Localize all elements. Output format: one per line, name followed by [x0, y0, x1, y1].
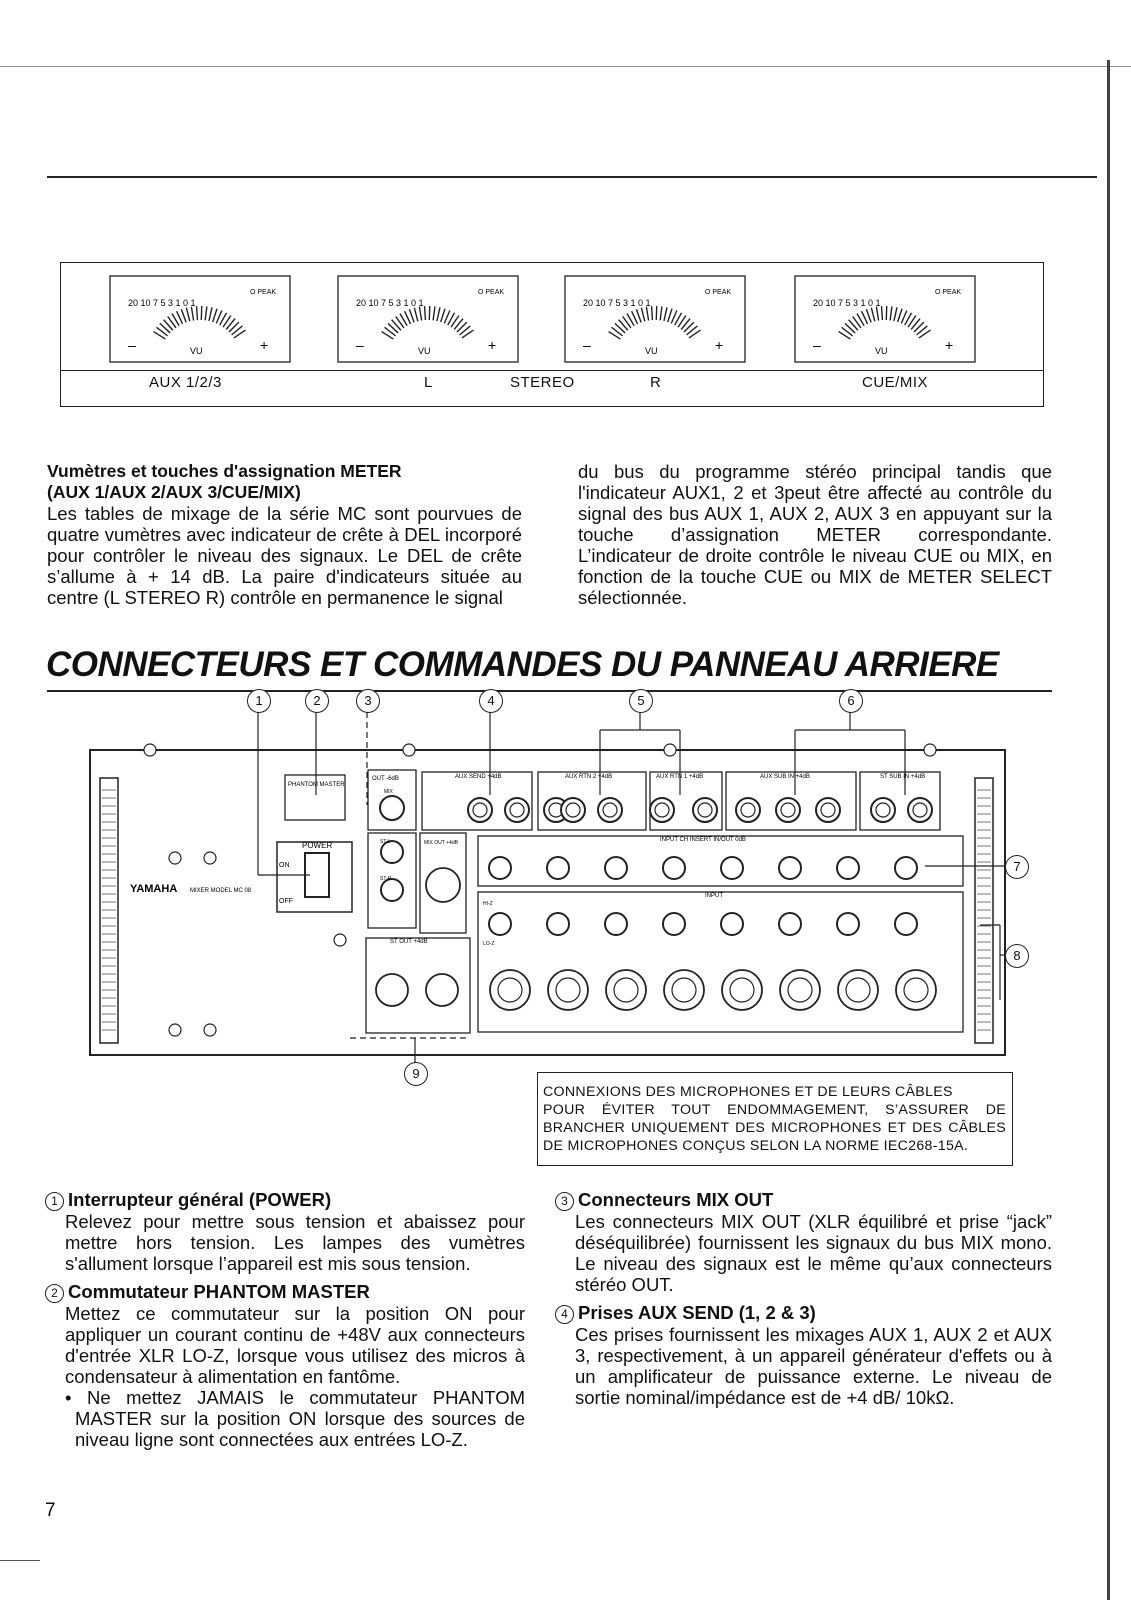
diagram-off: OFF	[279, 898, 293, 905]
insert-jack-6	[605, 857, 627, 879]
meter-tick	[652, 306, 653, 320]
item3-title: Connecteurs MIX OUT	[578, 1189, 774, 1210]
callout-6: 6	[839, 689, 863, 713]
meter-scale-right: O PEAK	[935, 289, 962, 296]
meter-tick	[409, 309, 414, 322]
warning-box	[537, 1072, 1013, 1166]
diagram-auxsubin: AUX SUB IN +4dB	[760, 774, 810, 780]
meter-tick	[660, 306, 662, 320]
mix-out-xlr	[426, 868, 460, 902]
meter-tick	[419, 307, 421, 321]
screw-6	[169, 1024, 181, 1036]
hiz-jack-5	[663, 913, 685, 935]
meter-heading-1: Vumètres et touches d'assignation METER	[47, 461, 402, 481]
hiz-jack-1	[895, 913, 917, 935]
item2-bullet: • Ne mettez JAMAIS le commutateur PHANTOM MASTER sur la position ON lorsque des sources de niveau ligne sont connectées aux entrées LO-Z.	[65, 1387, 525, 1450]
meter-tick	[414, 308, 417, 322]
meter-scale-2	[583, 289, 731, 356]
diagram-phantom: PHANTOM MASTER	[288, 782, 345, 788]
insert-jack-1	[895, 857, 917, 879]
right-edge-bar	[1107, 60, 1110, 1600]
diagram-mixout: MIX OUT +4dB	[424, 840, 458, 846]
diagram-out6db: OUT -6dB	[372, 776, 399, 782]
screw-4	[169, 852, 181, 864]
meter-label-stereo: STEREO	[510, 374, 575, 391]
item4-num: 4	[555, 1305, 574, 1324]
meter-tick	[437, 307, 440, 321]
insert-jack-7	[547, 857, 569, 879]
meter-tick	[209, 307, 212, 321]
callout-3: 3	[356, 689, 380, 713]
st-out-r-xlr	[376, 974, 408, 1006]
items-col1	[45, 1189, 525, 1450]
callout-5: 5	[629, 689, 653, 713]
meter-label-aux: AUX 1/2/3	[149, 374, 222, 391]
meter-vu-label: VU	[645, 346, 658, 356]
hiz-jack-6	[605, 913, 627, 935]
aux-send-2-jack-inner	[510, 803, 524, 817]
diagram-brand: YAMAHA	[130, 883, 178, 895]
diagram-stsubin: ST SUB IN +4dB	[880, 774, 926, 780]
rtn1-l-jack-inner	[698, 803, 712, 817]
diagram-loz: LO-Z	[483, 941, 495, 947]
meter-tick	[664, 307, 667, 321]
screw-7	[204, 1024, 216, 1036]
meter-scale-left: 20 10 7 5 3 1 0 1	[583, 298, 651, 308]
meter-tick	[636, 309, 641, 322]
rtn2-l-jack-inner	[603, 803, 617, 817]
insert-jack-2	[837, 857, 859, 879]
diagram-auxsend: AUX SEND +4dB	[455, 774, 502, 780]
item3-body: Les connecteurs MIX OUT (XLR équilibré et prise “jack” déséquilibrée) fournissent les signaux du bus MIX mono. Le niveau des signaux est le même qu’aux connecteurs stéréo OUT.	[575, 1211, 1052, 1295]
meter-vu-label: VU	[418, 346, 431, 356]
item2-body: Mettez ce commutateur sur la position ON pour appliquer un courant continu de +48V aux connecteurs d'entrée XLR LO-Z, lorsque vous utilisez des micros à condensateur à alimentation en fantôme.	[65, 1303, 525, 1387]
diagram-power: POWER	[302, 841, 333, 850]
top-thin-rule	[0, 66, 1131, 67]
meter-col1: Les tables de mixage de la série MC sont pourvues de quatre vumètres avec indicateur de crête à DEL incorporé pour contrôler le niveau des signaux. Le DEL de crête s’allume à + 14 dB. La paire d'indicateurs située au centre (L STEREO R) contrôle en permanence le signal	[47, 503, 522, 608]
meter-plus: +	[715, 337, 724, 353]
meter-col2: du bus du programme stéréo principal tandis que l'indicateur AUX1, 2 et 3peut être affecté au contrôle du signal des bus AUX 1, AUX 2, AUX 3 en appuyant sur la touche d’assignation METER correspondante. L’indicateur de droite contrôle le niveau CUE ou MIX, en fonction de la touche CUE ou MIX de METER SELECT sélectionnée.	[578, 461, 1052, 608]
diagram-mix: MIX	[384, 789, 393, 795]
item1-title: Interrupteur général (POWER)	[68, 1189, 332, 1210]
meter-tick	[646, 307, 648, 321]
item1-num: 1	[45, 1192, 64, 1211]
meter-tick	[425, 306, 426, 320]
title-underline	[47, 690, 1052, 692]
meter-scale-0	[128, 289, 276, 356]
callout-8: 8	[1005, 944, 1029, 968]
meter-label-l: L	[424, 374, 433, 391]
mix-jack	[380, 796, 404, 820]
insert-jack-8	[489, 857, 511, 879]
meter-heading-2: (AUX 1/AUX 2/AUX 3/CUE/MIX)	[47, 482, 301, 502]
xlr-input-inner-5	[672, 978, 696, 1002]
rtn2-r-jack-inner	[566, 803, 580, 817]
diagram-auxrtn2: AUX RTN 2 +4dB	[565, 774, 613, 780]
st-sub-l-jack-inner	[913, 803, 927, 817]
aux-send-3-jack-inner	[473, 803, 487, 817]
top-rule	[47, 176, 1097, 178]
meter-tick	[866, 309, 871, 322]
meter-tick	[191, 307, 193, 321]
rtn1-r-jack-inner	[655, 803, 669, 817]
meter-scale-3	[813, 289, 961, 356]
meter-plus: +	[945, 337, 954, 353]
aux-sub-2-jack-inner	[781, 803, 795, 817]
section-title: CONNECTEURS ET COMMANDES DU PANNEAU ARRIERE	[46, 645, 999, 684]
callout-2: 2	[305, 689, 329, 713]
insert-jack-5	[663, 857, 685, 879]
warning-line2: POUR ÉVITER TOUT ENDOMMAGEMENT, S’ASSURER DE BRANCHER UNIQUEMENT DES MICROPHONES ET DES CÂBLES DE MICROPHONES CONÇUS SELON LA NORME IEC268-15A.	[543, 1102, 1006, 1154]
warning-line1: CONNEXIONS DES MICROPHONES ET DE LEURS CÂBLES	[543, 1084, 953, 1100]
item1-body: Relevez pour mettre sous tension et abaissez pour mettre hors tension. Les lampes des vumètres s'allument lorsque l’appareil est mis sous tension.	[65, 1211, 525, 1274]
meter-tick	[894, 307, 897, 321]
xlr-input-inner-4	[730, 978, 754, 1002]
meter-tick	[186, 308, 189, 322]
insert-jack-4	[721, 857, 743, 879]
meter-scale-left: 20 10 7 5 3 1 0 1	[128, 298, 196, 308]
hiz-jack-3	[779, 913, 801, 935]
item4-body: Ces prises fournissent les mixages AUX 1, AUX 2 et AUX 3, respectivement, à un appareil générateur d'effets ou à un amplificateur de puissance externe. Le niveau de sortie nominal/impédance est de +4 dB/ 10kΩ.	[575, 1324, 1052, 1408]
meter-scale-right: O PEAK	[250, 289, 277, 296]
diagram-str: ST-R	[380, 876, 392, 882]
screw-3	[924, 744, 936, 756]
diagram-auxrtn1: AUX RTN 1 +4dB	[656, 774, 704, 780]
meter-tick	[433, 306, 435, 320]
meter-scale-right: O PEAK	[705, 289, 732, 296]
xlr-input-inner-7	[556, 978, 580, 1002]
meter-tick	[197, 306, 198, 320]
screw-0	[144, 744, 156, 756]
meter-tick	[641, 308, 644, 322]
meter-tick	[441, 309, 445, 322]
meter-tick	[205, 306, 207, 320]
meter-tick	[668, 309, 672, 322]
meter-tick	[882, 306, 883, 320]
item3-num: 3	[555, 1192, 574, 1211]
meter-vu-label: VU	[190, 346, 203, 356]
diagram-hiz: HI-Z	[483, 901, 493, 907]
xlr-input-inner-8	[498, 978, 522, 1002]
meter-plus: +	[488, 337, 497, 353]
meter-minus: –	[813, 337, 821, 353]
meter-tick	[876, 307, 878, 321]
xlr-input-inner-6	[614, 978, 638, 1002]
xlr-input-inner-3	[788, 978, 812, 1002]
items-col2	[555, 1189, 1052, 1408]
screw-8	[334, 934, 346, 946]
callout-9: 9	[404, 1062, 428, 1086]
page-number: 7	[45, 1500, 56, 1521]
meter-minus: –	[128, 337, 136, 353]
diagram-stl: ST-L	[380, 839, 391, 845]
hiz-jack-8	[489, 913, 511, 935]
screw-2	[664, 744, 676, 756]
meter-tick	[181, 309, 186, 322]
meter-tick	[898, 309, 902, 322]
aux-sub-1-jack-inner	[821, 803, 835, 817]
meter-scale-left: 20 10 7 5 3 1 0 1	[813, 298, 881, 308]
meter-scale-1	[356, 289, 504, 356]
rear-panel-diagram	[80, 700, 1050, 1100]
meter-tick	[213, 309, 217, 322]
xlr-input-inner-2	[846, 978, 870, 1002]
meter-plus: +	[260, 337, 269, 353]
item2-num: 2	[45, 1284, 64, 1303]
screw-1	[403, 744, 415, 756]
screw-5	[204, 852, 216, 864]
meter-vu-label: VU	[875, 346, 888, 356]
meter-label-r: R	[650, 374, 662, 391]
st-out-l-xlr	[426, 974, 458, 1006]
meter-tick	[890, 306, 892, 320]
meter-tick	[871, 308, 874, 322]
callout-1: 1	[247, 689, 271, 713]
diagram-model: MIXER MODEL MC 08	[190, 888, 252, 894]
hiz-jack-4	[721, 913, 743, 935]
meter-minus: –	[583, 337, 591, 353]
item4-title: Prises AUX SEND (1, 2 & 3)	[578, 1302, 816, 1323]
bottom-rule	[0, 1560, 40, 1561]
item2-title: Commutateur PHANTOM MASTER	[68, 1281, 370, 1302]
meter-minus: –	[356, 337, 364, 353]
callout-7: 7	[1005, 855, 1029, 879]
hiz-jack-2	[837, 913, 859, 935]
st-r-jack	[381, 879, 403, 901]
hiz-jack-7	[547, 913, 569, 935]
callout-4: 4	[479, 689, 503, 713]
insert-jack-3	[779, 857, 801, 879]
meter-scale-left: 20 10 7 5 3 1 0 1	[356, 298, 424, 308]
xlr-input-inner-1	[904, 978, 928, 1002]
diagram-insert: INPUT CH INSERT IN/OUT 0dB	[660, 837, 746, 843]
meter-label-cue: CUE/MIX	[862, 374, 929, 391]
meter-scale-right: O PEAK	[478, 289, 505, 296]
aux-sub-3-jack-inner	[741, 803, 755, 817]
diagram-on: ON	[279, 862, 290, 869]
diagram-stout: ST OUT +4dB	[390, 939, 428, 945]
diagram-input: INPUT	[705, 893, 723, 899]
st-sub-r-jack-inner	[876, 803, 890, 817]
